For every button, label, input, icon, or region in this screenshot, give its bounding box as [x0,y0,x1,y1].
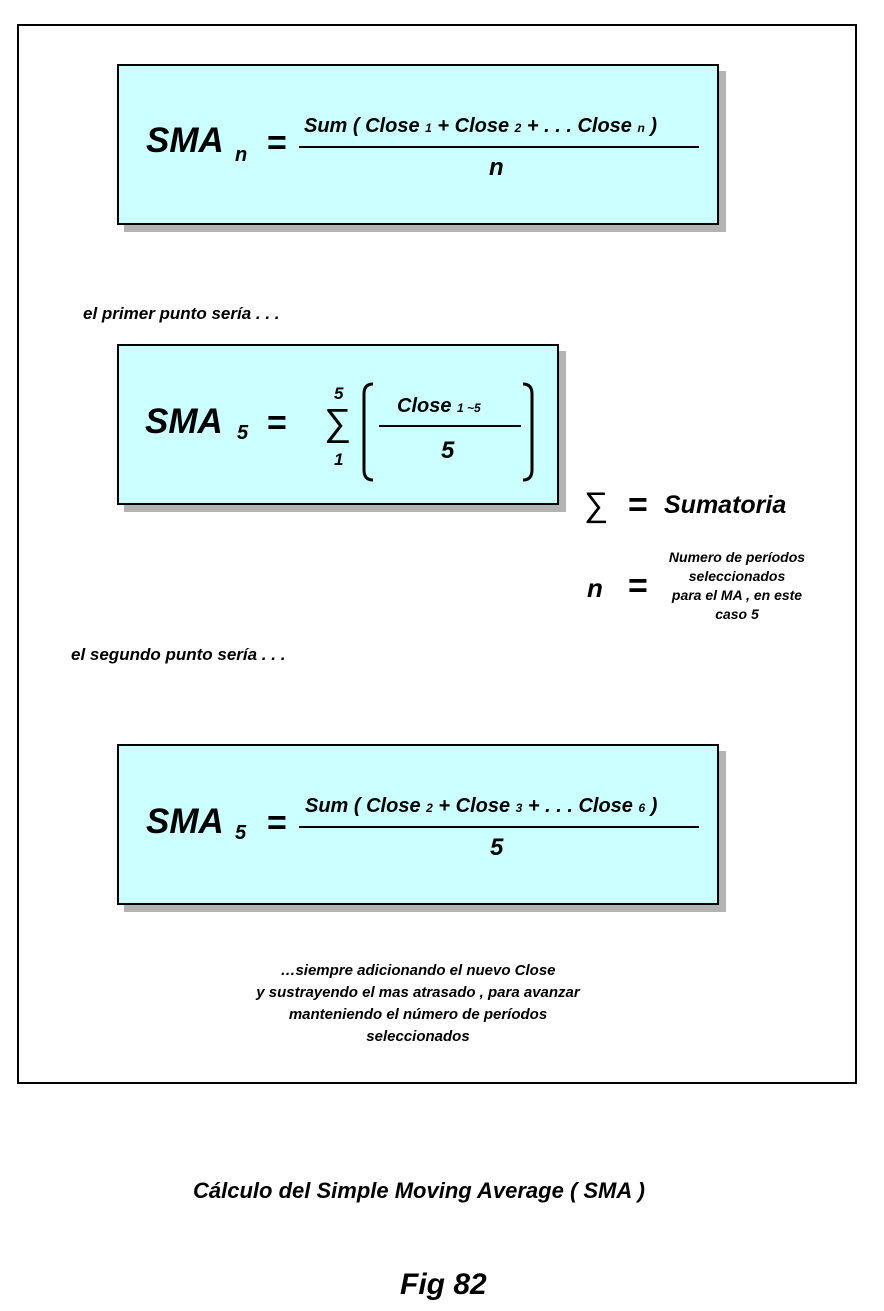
right-bracket-icon [521,382,535,482]
label-first-point: el primer punto sería . . . [83,304,280,323]
sma-subscript: 5 [237,422,249,444]
legend-n-symbol: n [587,573,603,603]
sma-subscript: 5 [235,822,247,844]
formula-box-general [117,64,719,225]
numerator: Sum ( Close 1 + Close 2 + . . . Close n ) [304,115,658,137]
footnote: …siempre adicionando el nuevo Close y sustrayendo el mas atrasado , para avanzar manteniendo el número de períodos seleccionados [256,962,580,1045]
equals-sign: = [267,404,287,442]
formula-box-first [117,344,559,505]
formula-box-second [117,744,719,905]
equals-sign: = [267,124,287,162]
fraction-bar [379,425,521,427]
sigma-icon: ∑ [324,402,352,444]
sigma-top-limit: 5 [334,384,344,403]
sma-label: SMA [146,121,224,160]
legend-sigma-icon: ∑ [584,486,609,524]
legend-n-equals: = [628,567,648,605]
denominator: 5 [490,834,504,861]
denominator: 5 [441,437,455,464]
denominator: n [489,154,504,181]
label-second-point: el segundo punto sería . . . [71,645,286,664]
sma-subscript: n [235,144,248,166]
fraction-bar [299,146,699,148]
sigma-bottom-limit: 1 [334,450,344,469]
figure-caption: Cálculo del Simple Moving Average ( SMA ) [193,1178,645,1203]
numerator: Close 1 ~5 [397,395,481,417]
legend-sigma-text: Sumatoria [664,491,787,519]
sma-label: SMA [145,402,223,441]
fraction-bar [299,826,699,828]
figure-number: Fig 82 [400,1268,487,1301]
numerator: Sum ( Close 2 + Close 3 + . . . Close 6 ) [305,795,658,817]
legend-sigma-equals: = [628,486,648,524]
sma-label: SMA [146,802,224,841]
left-bracket-icon [361,382,375,482]
legend-n-text: Numero de períodos seleccionados para el MA , en este caso 5 [668,549,806,622]
equals-sign: = [267,804,287,842]
